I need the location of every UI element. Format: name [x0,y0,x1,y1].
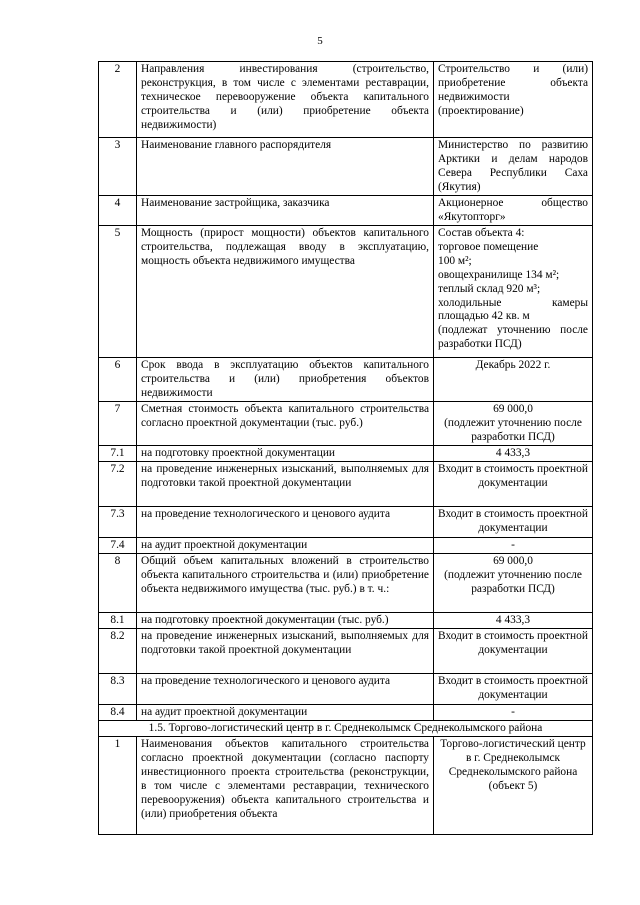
row-value: Входит в стоимость проектной документации [434,507,593,538]
row-description: на проведение инженерных изысканий, выполняемых для подготовки такой проектной документации [137,629,434,674]
row-description: Срок ввода в эксплуатацию объектов капитального строительства и (или) приобретения объектов недвижимости [137,358,434,402]
row-number: 8.2 [99,629,137,674]
row-value: Входит в стоимость проектной документации [434,462,593,507]
row-number: 4 [99,196,137,226]
table-row [99,446,593,462]
row-number: 3 [99,138,137,196]
row-description: на подготовку проектной документации [137,446,434,462]
table-row [99,226,593,358]
row-description: Общий объем капитальных вложений в строительство объекта капитального строительства и (или) приобретение объекта недвижимого имущества (тыс. руб.) в т. ч.: [137,554,434,613]
row-number: 5 [99,226,137,358]
row-value: 69 000,0 (подлежит уточнению после разработки ПСД) [434,554,593,613]
row-number: 7 [99,402,137,446]
row-value: Строительство и (или) приобретение объекта недвижимости (проектирование) [434,62,593,138]
table-row [99,507,593,538]
row-description: на проведение технологического и ценового аудита [137,507,434,538]
row-value: 69 000,0 (подлежит уточнению после разработки ПСД) [434,402,593,446]
row-number: 8.3 [99,674,137,705]
table-row [99,402,593,446]
table-row [99,629,593,674]
row-value: 4 433,3 [434,613,593,629]
row-description: на проведение технологического и ценового аудита [137,674,434,705]
section-title: 1.5. Торгово-логистический центр в г. Среднеколымск Среднеколымского района [99,721,593,737]
row-description: Направления инвестирования (строительство, реконструкция, в том числе с элементами реставрации, техническое перевооружение объекта капитального строительства и (или) приобретение объекта недвижимости) [137,62,434,138]
page-number: 5 [317,35,323,47]
row-value: - [434,538,593,554]
row-value: Входит в стоимость проектной документации [434,674,593,705]
row-number: 7.3 [99,507,137,538]
table-row [99,705,593,721]
row-description: Наименования объектов капитального строительства согласно проектной документации (согласно паспорту инвестиционного проекта строительства (реконструкции, в том числе с элементами реставрации, технического перевооружения) объекта капитального строительства и (или) приобретения объекта [137,737,434,835]
row-description: на подготовку проектной документации (тыс. руб.) [137,613,434,629]
row-value: Министерство по развитию Арктики и делам народов Севера Республики Саха (Якутия) [434,138,593,196]
row-value: Акционерное общество «Якутопторг» [434,196,593,226]
table-row [99,554,593,613]
row-value: Торгово-логистический центр в г. Среднеколымск Среднеколымского района (объект 5) [434,737,593,835]
row-number: 8.4 [99,705,137,721]
row-value: Входит в стоимость проектной документации [434,629,593,674]
row-description: на аудит проектной документации [137,538,434,554]
investment-table [98,61,593,835]
section-row [99,721,593,737]
table-row [99,138,593,196]
table-row [99,538,593,554]
row-description: Сметная стоимость объекта капитального строительства согласно проектной документации (тыс. руб.) [137,402,434,446]
table-row [99,613,593,629]
row-number: 8 [99,554,137,613]
table-row [99,737,593,835]
row-number: 7.2 [99,462,137,507]
row-description: на проведение инженерных изысканий, выполняемых для подготовки такой проектной документации [137,462,434,507]
table-row [99,196,593,226]
row-value: 4 433,3 [434,446,593,462]
row-value: Состав объекта 4: торговое помещение 100 м²; овощехранилище 134 м²; теплый склад 920 м³; холодильные камеры площадью 42 кв. м (подлежат уточнению после разработки ПСД) [434,226,593,358]
row-description: на аудит проектной документации [137,705,434,721]
row-value: Декабрь 2022 г. [434,358,593,402]
row-description: Наименование главного распорядителя [137,138,434,196]
row-value: - [434,705,593,721]
table-row [99,462,593,507]
row-description: Наименование застройщика, заказчика [137,196,434,226]
table-row [99,358,593,402]
table-row [99,62,593,138]
row-number: 7.1 [99,446,137,462]
row-number: 8.1 [99,613,137,629]
row-number: 1 [99,737,137,835]
row-description: Мощность (прирост мощности) объектов капитального строительства, подлежащая вводу в эксплуатацию, мощность объекта недвижимого имущества [137,226,434,358]
row-number: 7.4 [99,538,137,554]
row-number: 6 [99,358,137,402]
row-number: 2 [99,62,137,138]
table-row [99,674,593,705]
